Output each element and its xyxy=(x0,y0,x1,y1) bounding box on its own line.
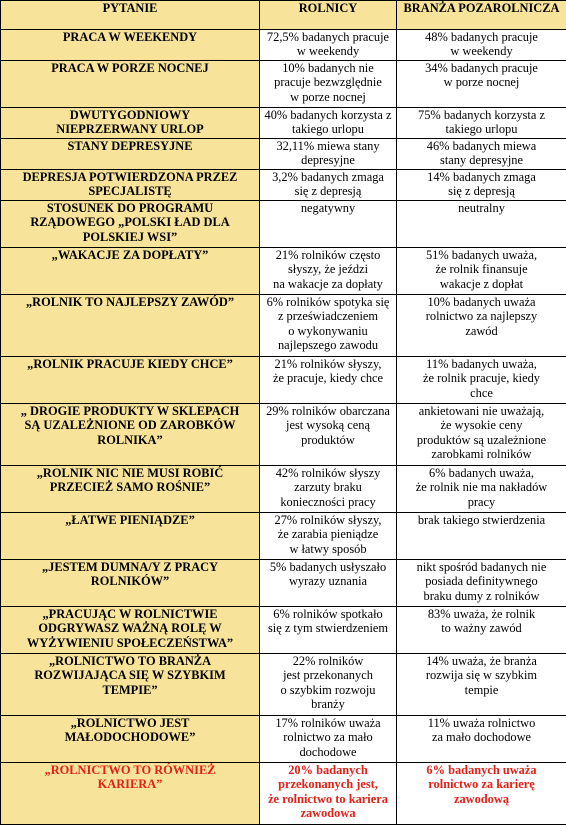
table-row xyxy=(1,248,566,295)
farmers-cell: 20% badanych przekonanych jest, że rolnictwo to kariera zawodowa xyxy=(260,763,397,825)
table-row xyxy=(1,513,566,560)
header-farmers: ROLNICY xyxy=(260,1,397,30)
question-cell: „ROLNIK NIC NIE MUSI ROBIĆ PRZECIEŻ SAMO ROŚNIE” xyxy=(1,466,260,513)
table-row xyxy=(1,560,566,607)
table-row xyxy=(1,716,566,763)
question-cell: PRACA W PORZE NOCNEJ xyxy=(1,61,260,108)
table-row-highlighted xyxy=(1,763,566,825)
question-cell: „ROLNICTWO TO RÓWNIEŻ KARIERA” xyxy=(1,763,260,825)
farmers-cell: 42% rolników słyszy zarzuty braku konieczności pracy xyxy=(260,466,397,513)
nonfarm-cell: nikt spośród badanych nie posiada definitywnego braku dumy z rolników xyxy=(397,560,566,607)
table-row xyxy=(1,295,566,357)
farmers-cell: 5% badanych usłyszało wyrazy uznania xyxy=(260,560,397,607)
farmers-cell: 10% badanych nie pracuje bezwzględnie w porze nocnej xyxy=(260,61,397,108)
farmers-cell: 21% rolników słyszy, że pracuje, kiedy chce xyxy=(260,357,397,404)
farmers-cell: 17% rolników uważa rolnictwo za mało dochodowe xyxy=(260,716,397,763)
farmers-cell: 29% rolników obarczana jest wysoką ceną produktów xyxy=(260,404,397,466)
farmers-cell: 3,2% badanych zmaga się z depresją xyxy=(260,170,397,201)
nonfarm-cell: 75% badanych korzysta z takiego urlopu xyxy=(397,108,566,139)
question-cell: „ROLNICTWO TO BRANŻA ROZWIJAJĄCA SIĘ W SZYBKIM TEMPIE” xyxy=(1,654,260,716)
nonfarm-cell: 11% uważa rolnictwo za mało dochodowe xyxy=(397,716,566,763)
table-row xyxy=(1,201,566,248)
table-row xyxy=(1,170,566,201)
question-cell: DWUTYGODNIOWY NIEPRZERWANY URLOP xyxy=(1,108,260,139)
question-cell: „WAKACJE ZA DOPŁATY” xyxy=(1,248,260,295)
farmers-cell: negatywny xyxy=(260,201,397,248)
nonfarm-cell: neutralny xyxy=(397,201,566,248)
table-row xyxy=(1,654,566,716)
farmers-cell: 27% rolników słyszy, że zarabia pieniądze w łatwy sposób xyxy=(260,513,397,560)
nonfarm-cell: 34% badanych pracuje w porze nocnej xyxy=(397,61,566,108)
nonfarm-cell: 11% badanych uważa, że rolnik pracuje, kiedy chce xyxy=(397,357,566,404)
table-row xyxy=(1,466,566,513)
header-row xyxy=(1,1,566,30)
question-cell: STOSUNEK DO PROGRAMU RZĄDOWEGO „POLSKI ŁAD DLA POLSKIEJ WSI” xyxy=(1,201,260,248)
header-question: PYTANIE xyxy=(1,1,260,30)
nonfarm-cell: 46% badanych miewa stany depresyjne xyxy=(397,139,566,170)
question-cell: DEPRESJA POTWIERDZONA PRZEZ SPECJALISTĘ xyxy=(1,170,260,201)
farmers-cell: 21% rolników często słyszy, że jeździ na wakacje za dopłaty xyxy=(260,248,397,295)
table-row xyxy=(1,61,566,108)
nonfarm-cell: 6% badanych uważa rolnictwo za karierę zawodową xyxy=(397,763,566,825)
question-cell: „ DROGIE PRODUKTY W SKLEPACH SĄ UZALEŻNIONE OD ZAROBKÓW ROLNIKA” xyxy=(1,404,260,466)
table-row xyxy=(1,357,566,404)
question-cell: STANY DEPRESYJNE xyxy=(1,139,260,170)
header-nonfarm: BRANŻA POZAROLNICZA xyxy=(397,1,566,30)
nonfarm-cell: 6% badanych uważa, że rolnik nie ma nakładów pracy xyxy=(397,466,566,513)
question-cell: „JESTEM DUMNA/Y Z PRACY ROLNIKÓW” xyxy=(1,560,260,607)
farmers-cell: 6% rolników spotyka się z przeświadczeniem o wykonywaniu najlepszego zawodu xyxy=(260,295,397,357)
farmers-cell: 22% rolników jest przekonanych o szybkim rozwoju branży xyxy=(260,654,397,716)
farmers-cell: 40% badanych korzysta z takiego urlopu xyxy=(260,108,397,139)
question-cell: „ROLNIK TO NAJLEPSZY ZAWÓD” xyxy=(1,295,260,357)
question-cell: „ROLNIK PRACUJE KIEDY CHCE” xyxy=(1,357,260,404)
table-row xyxy=(1,607,566,654)
table-row xyxy=(1,108,566,139)
question-cell: „PRACUJĄC W ROLNICTWIE ODGRYWASZ WAŻNĄ ROLĘ W WYŻYWIENIU SPOŁECZEŃSTWA” xyxy=(1,607,260,654)
question-cell: PRACA W WEEKENDY xyxy=(1,30,260,61)
nonfarm-cell: 83% uważa, że rolnik to ważny zawód xyxy=(397,607,566,654)
nonfarm-cell: 14% uważa, że branża rozwija się w szybkim tempie xyxy=(397,654,566,716)
table-row xyxy=(1,139,566,170)
question-cell: „ŁATWE PIENIĄDZE” xyxy=(1,513,260,560)
table-row xyxy=(1,404,566,466)
farmers-cell: 32,11% miewa stany depresyjne xyxy=(260,139,397,170)
table-row xyxy=(1,30,566,61)
nonfarm-cell: ankietowani nie uważają, że wysokie ceny produktów są uzależnione zarobkami rolników xyxy=(397,404,566,466)
nonfarm-cell: 10% badanych uważa rolnictwo za najlepszy zawód xyxy=(397,295,566,357)
nonfarm-cell: 14% badanych zmaga się z depresją xyxy=(397,170,566,201)
nonfarm-cell: brak takiego stwierdzenia xyxy=(397,513,566,560)
farmers-cell: 6% rolników spotkało się z tym stwierdzeniem xyxy=(260,607,397,654)
nonfarm-cell: 48% badanych pracuje w weekendy xyxy=(397,30,566,61)
farmers-cell: 72,5% badanych pracuje w weekendy xyxy=(260,30,397,61)
nonfarm-cell: 51% badanych uważa, że rolnik finansuje wakacje z dopłat xyxy=(397,248,566,295)
question-cell: „ROLNICTWO JEST MAŁODOCHODOWE” xyxy=(1,716,260,763)
